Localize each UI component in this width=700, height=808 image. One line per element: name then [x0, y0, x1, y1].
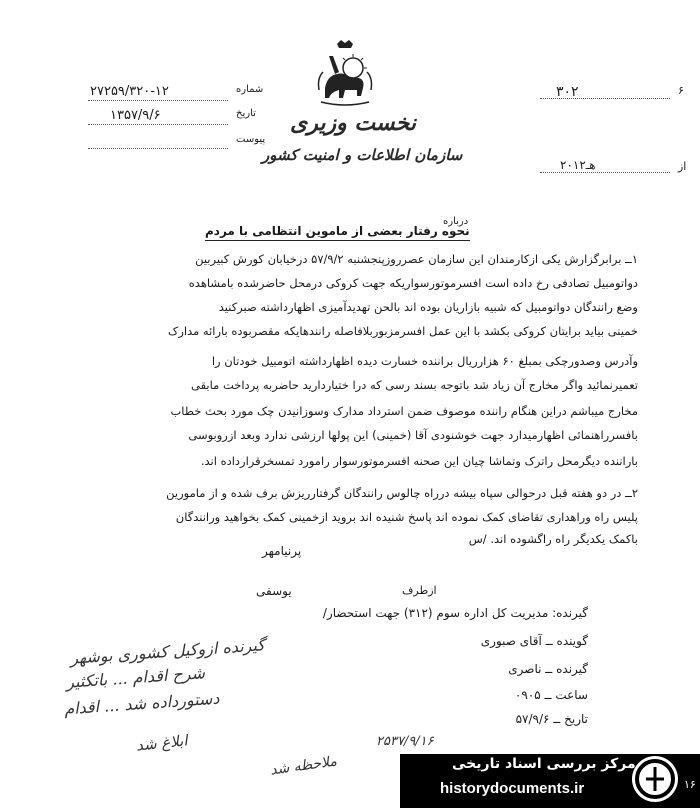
number-dots	[88, 100, 228, 101]
recipient-line-2: گوینده ــ آقای صبوری	[480, 634, 588, 648]
handwritten-stamp-date: ۲۵۳۷/۹/۱۶	[376, 734, 434, 749]
signature-name: یوسفی	[256, 584, 292, 598]
body-line-2: دواتومبیل تصادفی رخ داده است افسرموتورسواریکه جهت کروکی درمحل حاضرشده بامشاهده	[188, 276, 638, 290]
attachment-label: پیوست	[236, 134, 266, 145]
body-line-12: باکمک یکدیگر راه راگشوده اند. /س	[468, 532, 638, 546]
handwritten-initial: ابلاغ شد	[135, 731, 189, 755]
signature-from-label: ازطرف	[402, 584, 437, 597]
subject-title: نحوه رفتار بعضی از ماموین انتظامی با مردم	[205, 224, 470, 241]
body-line-8: بافسرراهنمائی اظهارمیدارد جهت خوشنودی آقا (خمینی) این پولها ارزشی ندارد وبعد ازروبوسی	[188, 428, 638, 442]
date-label: تاریخ	[236, 108, 256, 119]
body-line-11: پلیس راه وراهداری تقاضای کمک نموده اند پاسخ شنیده اند بروید ازخمینی کمک بخواهید ورانندگان	[175, 510, 638, 524]
org-name: سازمان اطلاعات و امنیت کشور	[262, 146, 463, 164]
watermark-url: historydocuments.ir	[440, 780, 585, 797]
handwritten-note-line-1: گیرنده ازوکیل کشوری بوشهر	[69, 635, 266, 668]
body-line-10: ۲ــ در دو هفته قبل درحوالی سپاه بیشه درراه چالوس رانندگان گرفتارریزش برف شده و از مامورین	[166, 486, 638, 500]
watermark-page-number: ۱۶	[684, 778, 696, 791]
handwritten-bottom-sign: ملاحظه شد	[269, 753, 338, 779]
watermark-title: مرکز بررسی اسناد تاریخی	[452, 756, 636, 772]
from-value: ۲۰هـ۱۲	[560, 158, 596, 172]
recipient-line-1: گیرنده: مدیریت کل اداره سوم (۳۱۲) جهت استحضار/	[322, 606, 588, 620]
lion-and-sun-emblem-icon	[315, 38, 375, 110]
body-line-7: مخارج میباشم دراین هنگام راننده موصوف ضمن استرداد مدارک وسوزانیدن چک مورد بحث خطاب	[170, 404, 638, 418]
subject-label: درباره	[443, 216, 469, 227]
from-dots	[540, 172, 670, 173]
recipient-line-5: تاریخ ــ ۵۷/۹/۶	[515, 712, 588, 726]
watermark-logo-icon	[632, 756, 678, 802]
body-line-3: وضع رانندگان دواتومبیل که شبیه بازاریان بوده اند بالحن تهدیدآمیزی اظهارداشته صبرکنید	[218, 300, 638, 314]
handwritten-note-line-2: شرح اقدام ... باتکثیر	[65, 663, 206, 692]
signature-title: پرنیامهر	[262, 544, 302, 558]
body-line-6: تعمیرنمائید واگر مخارج آن زیاد شد باتوجه بسند رسی که درا ختیاردارید حاضربه پرداخت مابقی	[191, 378, 638, 392]
page-number-label: ۶	[678, 84, 684, 97]
body-line-4: خمینی بیاید برایتان کروکی بکشد با این عمل افسرمزبوربلافاصله رانندهایکه مقصربوده بارائه مدارک	[168, 324, 638, 338]
page-number: ۳۰۲	[556, 84, 579, 100]
from-label: از	[678, 160, 687, 173]
recipient-line-4: ساعت ــ ۰۹۰۵	[514, 688, 588, 702]
attachment-dots	[88, 148, 228, 149]
body-line-9: باراننده دیگرمحل راترک وتماشا چیان این صحنه افسرموتورسوار رامورد تمسخرقرارداده اند.	[200, 454, 638, 468]
body-line-1: ۱ــ برابرگزارش یکی ازکارمندان این سازمان عصرروزپنجشنبه ۵۷/۹/۲ درخیابان کورش کبیربین	[195, 252, 638, 266]
recipient-line-3: گیرنده ــ ناصری	[508, 662, 588, 676]
body-line-5: وآدرس وصدورچکی بمبلغ ۶۰ هزارریال براننده خسارت دیده اظهارداشته اتومبیل خودتان را	[211, 354, 638, 368]
page-number-dots	[540, 98, 670, 99]
date-dots	[88, 124, 228, 125]
office-name: نخست وزیری	[290, 110, 416, 136]
handwritten-note-line-3: دستورداده شد ... اقدام	[63, 688, 221, 719]
number-value: ۲۷۲۵۹/۳۲۰-۱۲	[90, 84, 169, 99]
number-label: شماره	[236, 84, 264, 95]
date-value: ۱۳۵۷/۹/۶	[110, 108, 161, 123]
